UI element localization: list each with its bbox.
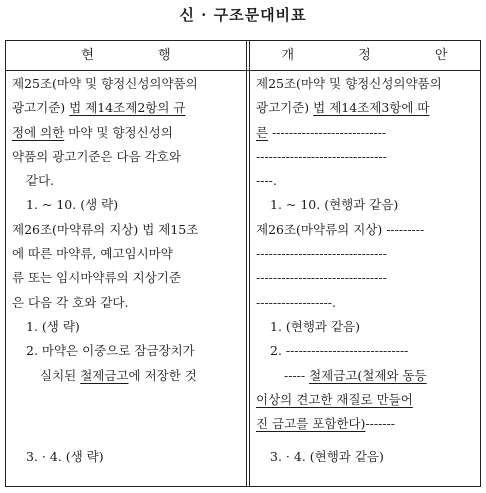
amended-text: 철제금고 <box>80 367 129 383</box>
current-art25-line: 정에 의한 마약 및 향정신성의 <box>12 124 173 140</box>
revised-item-3-4: 3. · 4. (현행과 같음) <box>270 449 384 465</box>
amended-text: 이상의 견고한 재질로 만들어 <box>256 391 413 407</box>
current-item-3-4: 3. · 4. (생 략) <box>26 449 104 465</box>
amended-text: 른 <box>256 124 269 140</box>
column-divider <box>246 41 247 486</box>
amended-text: 진 금고를 포함한다) <box>256 416 366 432</box>
current-item-2: 2. 마약은 이중으로 잠금장치가 <box>26 343 195 359</box>
revised-item-1: 1. (현행과 같음) <box>270 318 361 334</box>
current-art26-line: 에 따른 마약류, 예고임시마약 <box>12 246 173 262</box>
revised-art26-line: ------------------------------- <box>256 270 387 286</box>
current-art26-line: 류 또는 임시마약류의 지상기준 <box>12 270 181 286</box>
current-art25-line: 같다. <box>26 173 55 189</box>
current-item-1: 1. (생 략) <box>26 318 80 334</box>
revised-column <box>256 72 478 470</box>
current-item-1-10: 1. ~ 10. (생 략) <box>26 197 119 213</box>
revised-item-2 <box>256 388 478 412</box>
current-art25-line: 제25조(마약 및 향정신성의약품의 <box>12 76 198 91</box>
revised-item-2: 진 금고를 포함한다)------- <box>256 416 396 432</box>
revised-item-1-10: 1. ~ 10. (현행과 같음) <box>270 197 399 213</box>
current-art26-line: 은 다음 각 호와 같다. <box>12 294 129 310</box>
amended-text: 법 제14조제2항의 규 <box>69 100 186 116</box>
header-current: 현 행 <box>81 48 201 63</box>
current-item-2: 실치된 철제금고에 저장한 것 <box>40 367 197 383</box>
revised-art26-line: 제26조(마약류의 지상) --------- <box>256 221 425 237</box>
amended-text: 철제금고(철제와 동등 <box>309 367 427 383</box>
revised-item-2: 2. ----------------------------- <box>270 343 409 359</box>
amended-text: 정에 의한 <box>12 124 65 140</box>
revised-art26-line: ------------------. <box>256 294 336 310</box>
revised-art25-line: 광고기준) 법 제14조제3항에 따 <box>256 100 430 116</box>
revised-art25-line: ------------------------------- <box>256 148 387 164</box>
revised-art26-line: ------------------------------- <box>256 246 387 262</box>
revised-art25-line: ----. <box>256 173 277 189</box>
revised-item-2: ----- 철제금고(철제와 동등 <box>284 367 427 383</box>
revised-art25-line: 제25조(마약 및 향정신성의약품의 <box>256 76 442 91</box>
current-column <box>12 72 242 469</box>
column-divider <box>249 41 250 486</box>
amended-text: 법 제14조제3항에 따 <box>313 100 430 116</box>
comparison-table <box>5 40 481 487</box>
current-art25-line: 약품의 광고기준은 다음 각호와 <box>12 148 181 164</box>
table-header <box>6 41 480 71</box>
header-revised: 개 정 안 <box>281 48 478 63</box>
page-title: 신 · 구조문대비표 <box>179 6 307 24</box>
revised-art25-line: 른 --------------------------- <box>256 124 387 140</box>
current-art26-line: 제26조(마약류의 지상) 법 제15조 <box>12 221 199 237</box>
current-art25-line: 광고기준) 법 제14조제2항의 규 <box>12 100 186 116</box>
